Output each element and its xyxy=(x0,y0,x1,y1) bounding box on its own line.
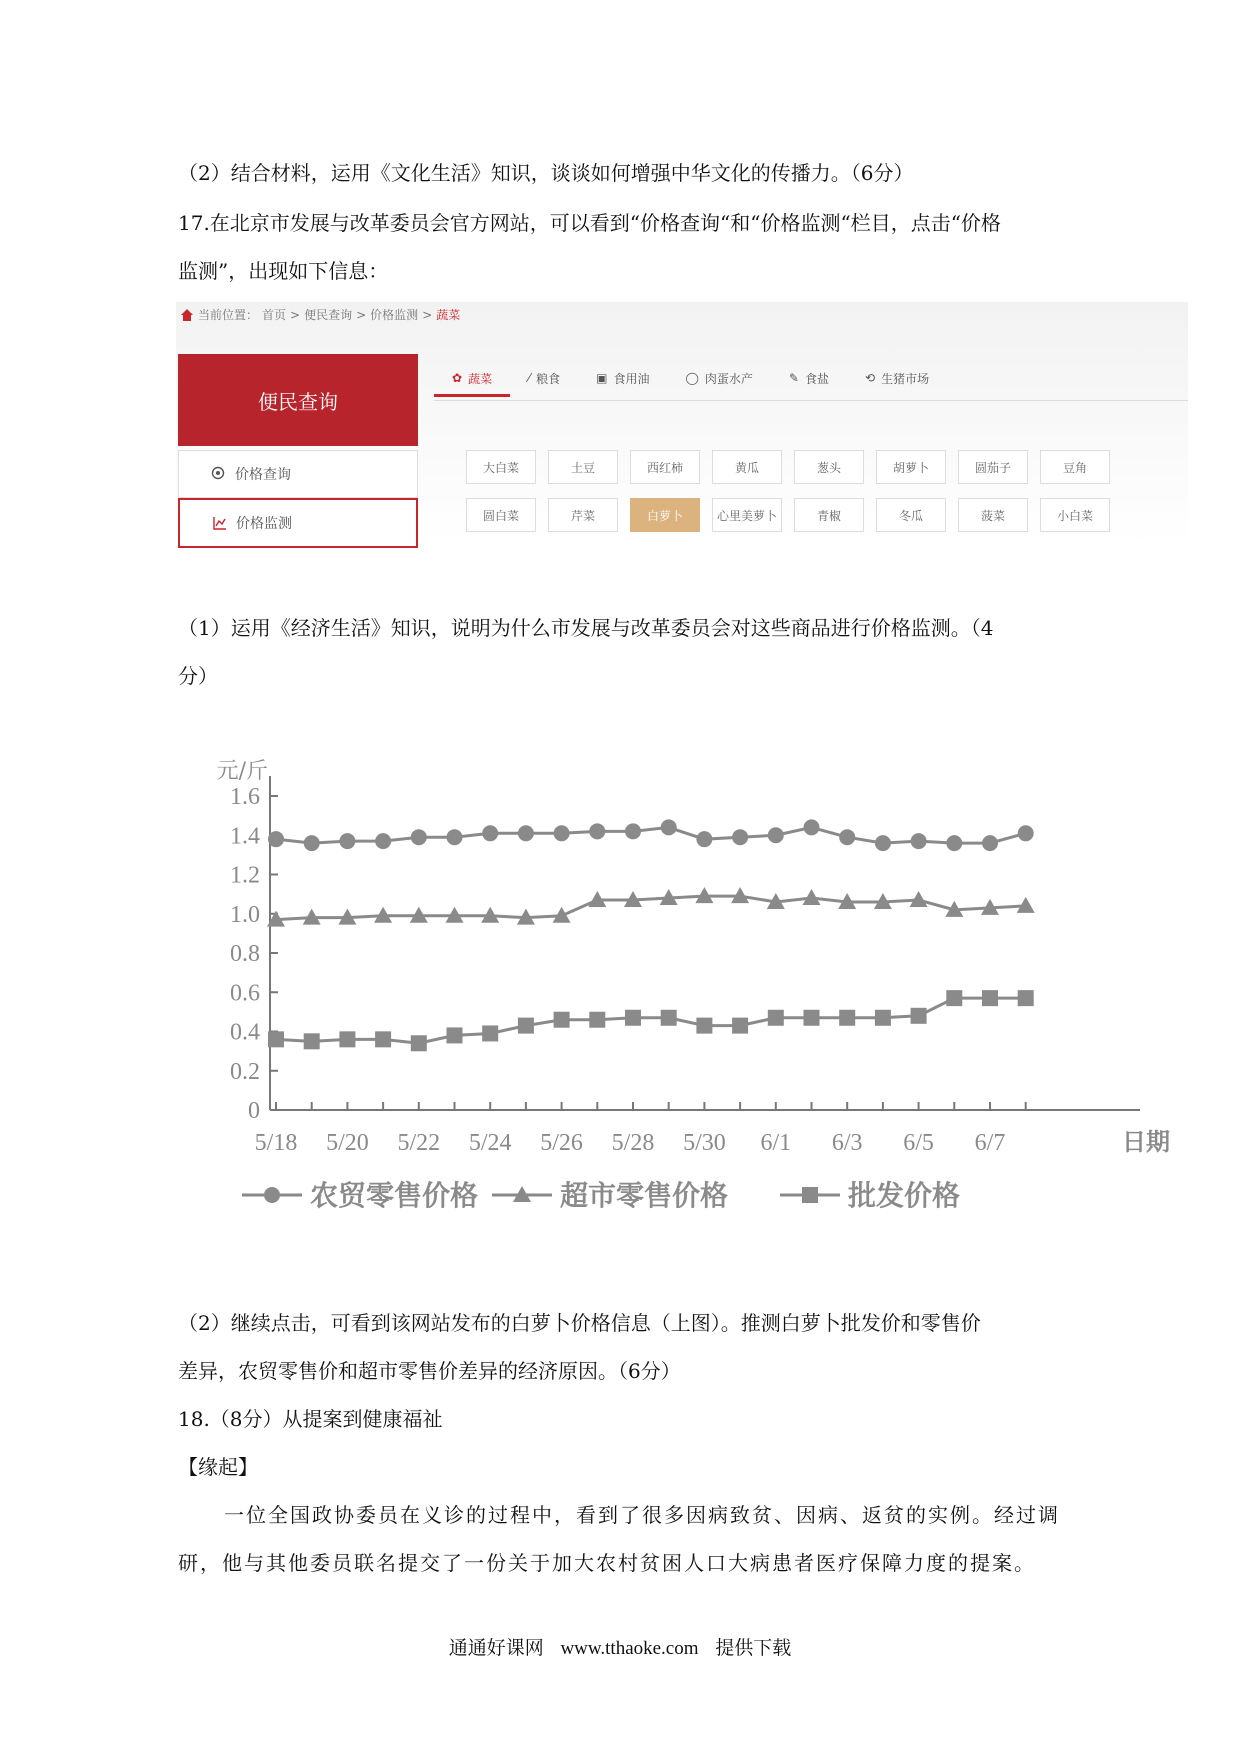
data-point xyxy=(482,825,498,841)
x-tick-label: 6/3 xyxy=(831,1130,863,1156)
data-point xyxy=(447,829,463,845)
data-point xyxy=(375,1031,391,1047)
breadcrumb-item-home[interactable]: 首页 xyxy=(262,308,287,322)
x-tick-label: 6/5 xyxy=(903,1130,934,1156)
tab-vegetable[interactable] xyxy=(434,362,510,397)
vegetable-button[interactable]: 菠菜 xyxy=(958,498,1028,532)
x-tick-label: 6/7 xyxy=(974,1130,1006,1156)
vegetable-button[interactable]: 青椒 xyxy=(794,498,864,532)
y-tick-label: 0 xyxy=(248,1098,260,1124)
paragraph-line2: 研，他与其他委员联名提交了一份关于加大农村贫困人口大病患者医疗保障力度的提案。 xyxy=(178,1551,1036,1575)
data-point xyxy=(732,829,748,845)
data-point xyxy=(804,1010,820,1026)
vegetable-button[interactable]: 豆角 xyxy=(1040,450,1110,484)
x-tick-label: 5/22 xyxy=(397,1130,441,1156)
breadcrumb xyxy=(180,306,460,323)
data-point xyxy=(304,835,320,851)
y-tick-label: 1.6 xyxy=(230,784,260,810)
y-tick-label: 0.2 xyxy=(230,1058,260,1085)
question-17-2-line1: （2）继续点击，可看到该网站发布的白萝卜价格信息（上图）。推测白萝卜批发价和零售价 xyxy=(178,1311,981,1335)
footer-url[interactable]: www.tthaoke.com xyxy=(560,1638,699,1659)
y-tick-label: 1.0 xyxy=(230,901,260,928)
vegetable-button[interactable]: 圆白菜 xyxy=(466,498,536,532)
data-point xyxy=(839,829,855,845)
breadcrumb-sep: > xyxy=(290,307,301,322)
breadcrumb-item-monitor[interactable]: 价格监测 xyxy=(370,308,419,322)
tab-grain[interactable] xyxy=(510,362,578,394)
sidebar-title: 便民查询 xyxy=(178,354,418,446)
data-point xyxy=(803,889,821,905)
egg-icon: ◯ xyxy=(685,371,699,385)
vegetable-button[interactable]: 葱头 xyxy=(794,450,864,484)
category-tabs xyxy=(434,362,947,397)
data-point xyxy=(661,1010,677,1026)
footer-site-name: 通通好课网 xyxy=(448,1638,544,1659)
legend-label: 农贸零售价格 xyxy=(310,1179,479,1212)
legend-label: 超市零售价格 xyxy=(560,1179,729,1212)
page-footer xyxy=(0,1633,1240,1660)
question-17-line1: 17.在北京市发展与改革委员会官方网站，可以看到“价格查询“和“价格监测“栏目，点击“价格 xyxy=(178,211,1001,235)
y-tick-label: 0.6 xyxy=(230,980,260,1007)
paragraph-line1: 一位全国政协委员在义诊的过程中，看到了很多因病致贫、因病、返贫的实例。经过调 xyxy=(224,1503,1060,1527)
vegetable-icon: ✿ xyxy=(452,371,463,385)
y-axis-label: 元/斤 xyxy=(216,759,268,784)
tab-oil[interactable] xyxy=(578,362,667,394)
tab-salt[interactable] xyxy=(771,362,847,394)
data-point xyxy=(1018,825,1034,841)
data-point xyxy=(732,1018,748,1034)
y-tick-label: 0.8 xyxy=(230,941,260,967)
breadcrumb-item-query[interactable]: 便民查询 xyxy=(304,308,353,322)
x-tick-label: 6/1 xyxy=(760,1130,792,1156)
vegetable-button[interactable]: 小白菜 xyxy=(1040,498,1110,532)
vegetable-button[interactable]: 心里美萝卜 xyxy=(712,498,782,532)
tab-label: 蔬菜 xyxy=(468,371,493,386)
question-17-2-line2: 差异，农贸零售价和超市零售价差异的经济原因。（6分） xyxy=(178,1359,681,1383)
price-line-chart xyxy=(200,735,1170,1225)
breadcrumb-sep: > xyxy=(422,307,433,322)
data-point xyxy=(339,833,355,849)
sidebar-item-label: 价格查询 xyxy=(235,467,291,483)
tab-label: 生猪市场 xyxy=(881,371,930,386)
data-point xyxy=(875,1010,891,1026)
website-screenshot xyxy=(176,302,1188,546)
breadcrumb-label: 当前位置： xyxy=(198,308,259,322)
oil-icon: ▣ xyxy=(596,371,608,385)
tab-meat-egg[interactable] xyxy=(667,362,770,394)
data-point xyxy=(589,823,605,839)
footer-suffix: 提供下载 xyxy=(715,1638,792,1659)
vegetable-button[interactable]: 圆茄子 xyxy=(958,450,1028,484)
data-point xyxy=(696,831,712,847)
search-icon xyxy=(211,466,227,482)
question-17-line2: 监测”，出现如下信息： xyxy=(178,259,389,283)
data-point xyxy=(589,1012,605,1028)
vegetable-button[interactable]: 胡萝卜 xyxy=(876,450,946,484)
x-axis-label: 日期 xyxy=(1122,1128,1170,1156)
data-point xyxy=(518,825,534,841)
y-tick-label: 1.4 xyxy=(230,823,260,850)
tab-label: 食盐 xyxy=(804,371,829,386)
question-18-title: 18.（8分）从提案到健康福祉 xyxy=(178,1407,443,1431)
section-heading: 【缘起】 xyxy=(178,1455,258,1479)
data-point xyxy=(875,835,891,851)
data-point xyxy=(554,825,570,841)
data-point xyxy=(768,1010,784,1026)
data-point xyxy=(304,1033,320,1049)
data-point xyxy=(804,819,820,835)
data-point xyxy=(946,835,962,851)
home-icon xyxy=(180,308,194,322)
data-point xyxy=(518,1018,534,1034)
x-tick-label: 5/18 xyxy=(254,1130,298,1156)
x-tick-label: 5/28 xyxy=(611,1130,655,1156)
x-tick-label: 5/30 xyxy=(683,1130,726,1156)
salt-icon: ✎ xyxy=(788,371,799,385)
sidebar-item-price-monitor[interactable] xyxy=(178,498,418,548)
vegetable-button[interactable]: 土豆 xyxy=(548,450,618,484)
vegetable-button[interactable]: 白萝卜 xyxy=(630,498,700,532)
grain-icon: ⁄ xyxy=(528,371,531,385)
breadcrumb-sep: > xyxy=(356,307,367,322)
data-point xyxy=(982,990,998,1006)
question-16-2: （2）结合材料，运用《文化生活》知识，谈谈如何增强中华文化的传播力。（6分） xyxy=(178,161,914,185)
series-line-2 xyxy=(276,896,1026,920)
tab-label: 肉蛋水产 xyxy=(704,371,753,386)
vegetable-button[interactable]: 西红柿 xyxy=(630,450,700,484)
data-point xyxy=(696,1018,712,1034)
data-point xyxy=(554,1012,570,1028)
data-point xyxy=(482,1025,498,1041)
data-point xyxy=(946,990,962,1006)
tab-pig-market[interactable] xyxy=(847,362,947,394)
x-tick-label: 5/26 xyxy=(540,1130,583,1156)
y-tick-label: 1.2 xyxy=(230,862,260,889)
tab-divider xyxy=(434,400,1188,401)
pig-icon: ⟲ xyxy=(865,371,876,385)
question-17-1-line1: （1）运用《经济生活》知识，说明为什么市发展与改革委员会对这些商品进行价格监测。（4 xyxy=(178,616,994,640)
data-point xyxy=(339,1031,355,1047)
question-17-1-line2: 分） xyxy=(178,664,218,688)
data-point xyxy=(982,835,998,851)
data-point xyxy=(411,829,427,845)
legend-label: 批发价格 xyxy=(848,1179,961,1212)
data-point xyxy=(839,1010,855,1026)
data-point xyxy=(447,1027,463,1043)
vegetable-button[interactable]: 芹菜 xyxy=(548,498,618,532)
vegetable-button[interactable]: 冬瓜 xyxy=(876,498,946,532)
data-point xyxy=(625,823,641,839)
legend-marker xyxy=(264,1187,280,1203)
data-point xyxy=(411,1035,427,1051)
vegetable-button[interactable]: 大白菜 xyxy=(466,450,536,484)
tab-label: 粮食 xyxy=(536,371,561,386)
x-tick-label: 5/20 xyxy=(326,1130,369,1156)
data-point xyxy=(661,819,677,835)
y-tick-label: 0.4 xyxy=(230,1019,260,1046)
breadcrumb-current: 蔬菜 xyxy=(436,308,461,322)
data-point xyxy=(1018,990,1034,1006)
data-point xyxy=(375,833,391,849)
x-tick-label: 5/24 xyxy=(468,1130,512,1156)
data-point xyxy=(911,1008,927,1024)
tab-label: 食用油 xyxy=(613,371,650,386)
data-point xyxy=(268,1031,284,1047)
data-point xyxy=(768,827,784,843)
sidebar-item-price-query[interactable] xyxy=(178,450,418,498)
vegetable-button[interactable]: 黄瓜 xyxy=(712,450,782,484)
data-point xyxy=(625,1010,641,1026)
data-point xyxy=(911,833,927,849)
legend-marker xyxy=(802,1187,818,1203)
data-point xyxy=(268,831,284,847)
chart-icon xyxy=(212,515,228,531)
sidebar-item-label: 价格监测 xyxy=(236,516,292,532)
